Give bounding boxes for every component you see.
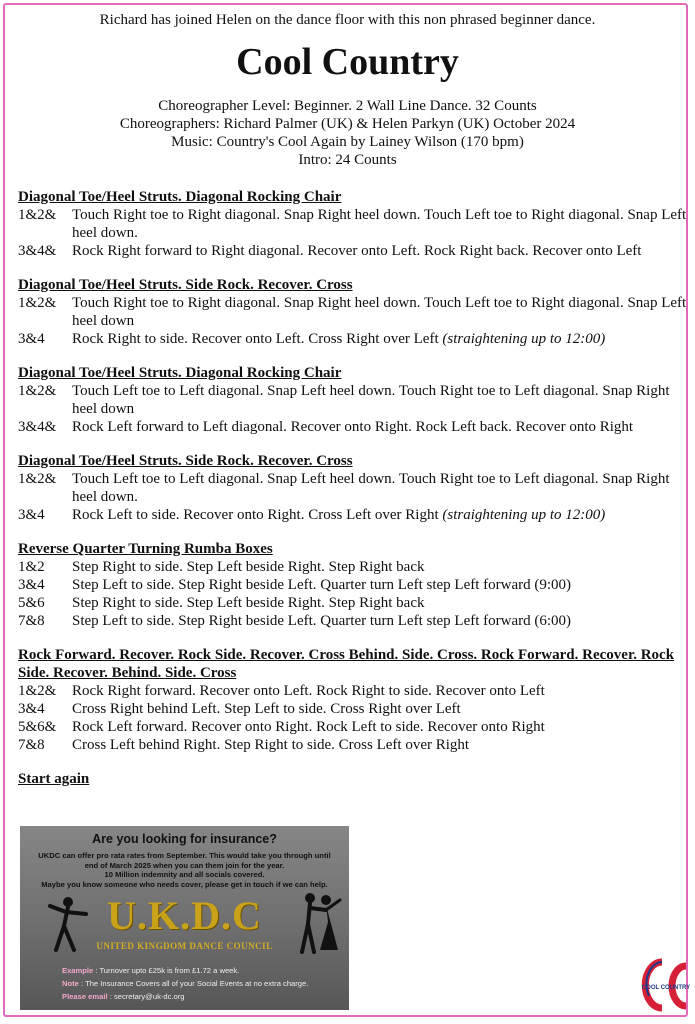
ad-detail-line (62, 964, 308, 977)
step-text: Step Left to side. Step Right beside Left. Quarter turn Left step Left forward (9:00) (72, 577, 572, 593)
section (18, 646, 690, 754)
ad-detail-text: : Turnover upto £25k is from £1.72 a week. (93, 966, 240, 975)
step-count: 3&4 (18, 331, 45, 347)
step-row (18, 700, 690, 718)
step-count: 3&4& (18, 243, 57, 259)
step-count: 5&6 (18, 595, 45, 611)
ad-body-line: 10 Million indemnity and all socials covered. (104, 870, 265, 879)
step-count: 1&2& (18, 295, 57, 311)
start-again: Start again (18, 771, 90, 787)
ad-detail-line (62, 977, 308, 990)
step-count: 3&4 (18, 507, 45, 523)
ad-detail-text: : The Insurance Covers all of your Social Events at no extra charge. (78, 979, 309, 988)
step-text: Rock Left to side. Recover onto Right. Cross Left over Right (72, 507, 443, 523)
step-count: 7&8 (18, 737, 45, 753)
choreographers-line: Choreographers: Richard Palmer (UK) & Helen Parkyn (UK) October 2024 (119, 116, 576, 132)
step-count: 1&2& (18, 207, 57, 223)
cool-country-logo-icon (640, 956, 692, 1014)
section (18, 276, 690, 348)
ad-body-line: UKDC can offer pro rata rates from September. This would take you through until (38, 851, 331, 860)
ukdc-logo: U.K.D.C (107, 893, 262, 938)
ad-detail-line (62, 990, 308, 1003)
step-text: Step Right to side. Step Left beside Right. Step Right back (72, 559, 425, 575)
step-text: Cross Right behind Left. Step Left to side. Cross Right over Left (72, 701, 461, 717)
step-text: Step Left to side. Step Right beside Left. Quarter turn Left step Left forward (6:00) (72, 613, 572, 629)
step-desc (72, 506, 690, 524)
step-note: (straightening up to 12:00) (442, 507, 606, 523)
step-row (18, 718, 690, 736)
ad-body-line: end of March 2025 when you can them join for the year. (84, 860, 285, 870)
section-title: Diagonal Toe/Heel Struts. Diagonal Rocking Chair (18, 189, 342, 205)
section (18, 364, 690, 436)
step-count: 3&4 (18, 577, 45, 593)
section-title: Diagonal Toe/Heel Struts. Side Rock. Recover. Cross (18, 453, 353, 469)
section (18, 188, 690, 260)
section-title: Rock Forward. Recover. Rock Side. Recover. Cross Behind. Side. Cross. Rock Forward. Recover. Rock Side. Recover. Behind. Side. Cross (18, 647, 675, 681)
step-text: Touch Right toe to Right diagonal. Snap Right heel down. Touch Left toe to Right diagonal. Snap Left heel down (72, 295, 687, 329)
level-line: Choreographer Level: Beginner. 2 Wall Line Dance. 32 Counts (158, 98, 537, 114)
ad-detail-key: Note (62, 979, 79, 988)
step-row (18, 594, 690, 612)
step-row (18, 682, 690, 700)
step-row (18, 382, 690, 418)
step-text: Touch Left toe to Left diagonal. Snap Left heel down. Touch Right toe to Left diagonal. Snap Right heel down. (72, 471, 670, 505)
step-text: Rock Left forward to Left diagonal. Recover onto Right. Rock Left back. Recover onto Right (72, 419, 634, 435)
step-count: 1&2& (18, 383, 57, 399)
step-row (18, 558, 690, 576)
step-row (18, 470, 690, 506)
ad-body (20, 851, 349, 889)
step-count: 3&4 (18, 701, 45, 717)
step-text: Cross Left behind Right. Step Right to side. Cross Left over Right (72, 737, 470, 753)
step-sheet (18, 188, 690, 788)
intro-counts-line: Intro: 24 Counts (298, 152, 397, 168)
ad-body-line: Maybe you know someone who needs cover, please get in touch if we can help. (41, 879, 328, 889)
step-count: 1&2 (18, 559, 45, 575)
step-row (18, 242, 690, 260)
ad-detail-text: : secretary@uk-dc.org (107, 992, 185, 1001)
ad-details (62, 964, 308, 1003)
step-count: 5&6& (18, 719, 57, 735)
step-row (18, 576, 690, 594)
step-count: 1&2& (18, 683, 57, 699)
step-text: Rock Left forward. Recover onto Right. Rock Left to side. Recover onto Right (72, 719, 545, 735)
step-text: Touch Right toe to Right diagonal. Snap Right heel down. Touch Left toe to Right diagonal. Snap Left heel down. (72, 207, 687, 241)
step-row (18, 612, 690, 630)
ad-title: Are you looking for insurance? (92, 832, 277, 846)
intro-line: Richard has joined Helen on the dance floor with this non phrased beginner dance. (99, 12, 596, 28)
step-text: Touch Left toe to Left diagonal. Snap Left heel down. Touch Right toe to Left diagonal. Snap Right heel down (72, 383, 670, 417)
cc-logo-text: COOL COUNTRY (641, 985, 691, 991)
step-count: 1&2& (18, 471, 57, 487)
section-title: Diagonal Toe/Heel Struts. Side Rock. Recover. Cross (18, 277, 353, 293)
step-text: Rock Right forward. Recover onto Left. Rock Right to side. Recover onto Left (72, 683, 545, 699)
section (18, 452, 690, 524)
ad-council-name: UNITED KINGDOM DANCE COUNCIL (96, 941, 273, 951)
step-row (18, 736, 690, 754)
insurance-advert (20, 826, 349, 1010)
page-title: Cool Country (236, 41, 459, 83)
step-row (18, 506, 690, 524)
section-title: Reverse Quarter Turning Rumba Boxes (18, 541, 273, 557)
step-row (18, 206, 690, 242)
step-count: 7&8 (18, 613, 45, 629)
dance-info (0, 97, 695, 169)
step-text: Rock Right forward to Right diagonal. Recover onto Left. Rock Right back. Recover onto Left (72, 243, 642, 259)
step-row (18, 418, 690, 436)
ad-detail-key: Please email (62, 992, 108, 1001)
section-title: Diagonal Toe/Heel Struts. Diagonal Rocking Chair (18, 365, 342, 381)
step-text: Step Right to side. Step Left beside Right. Step Right back (72, 595, 425, 611)
step-row (18, 330, 690, 348)
step-row (18, 294, 690, 330)
step-note: (straightening up to 12:00) (442, 331, 606, 347)
section (18, 540, 690, 630)
step-text: Rock Right to side. Recover onto Left. Cross Right over Left (72, 331, 443, 347)
step-count: 3&4& (18, 419, 57, 435)
music-line: Music: Country's Cool Again by Lainey Wilson (170 bpm) (171, 134, 524, 150)
step-desc (72, 330, 690, 348)
ad-detail-key: Example (62, 966, 94, 975)
